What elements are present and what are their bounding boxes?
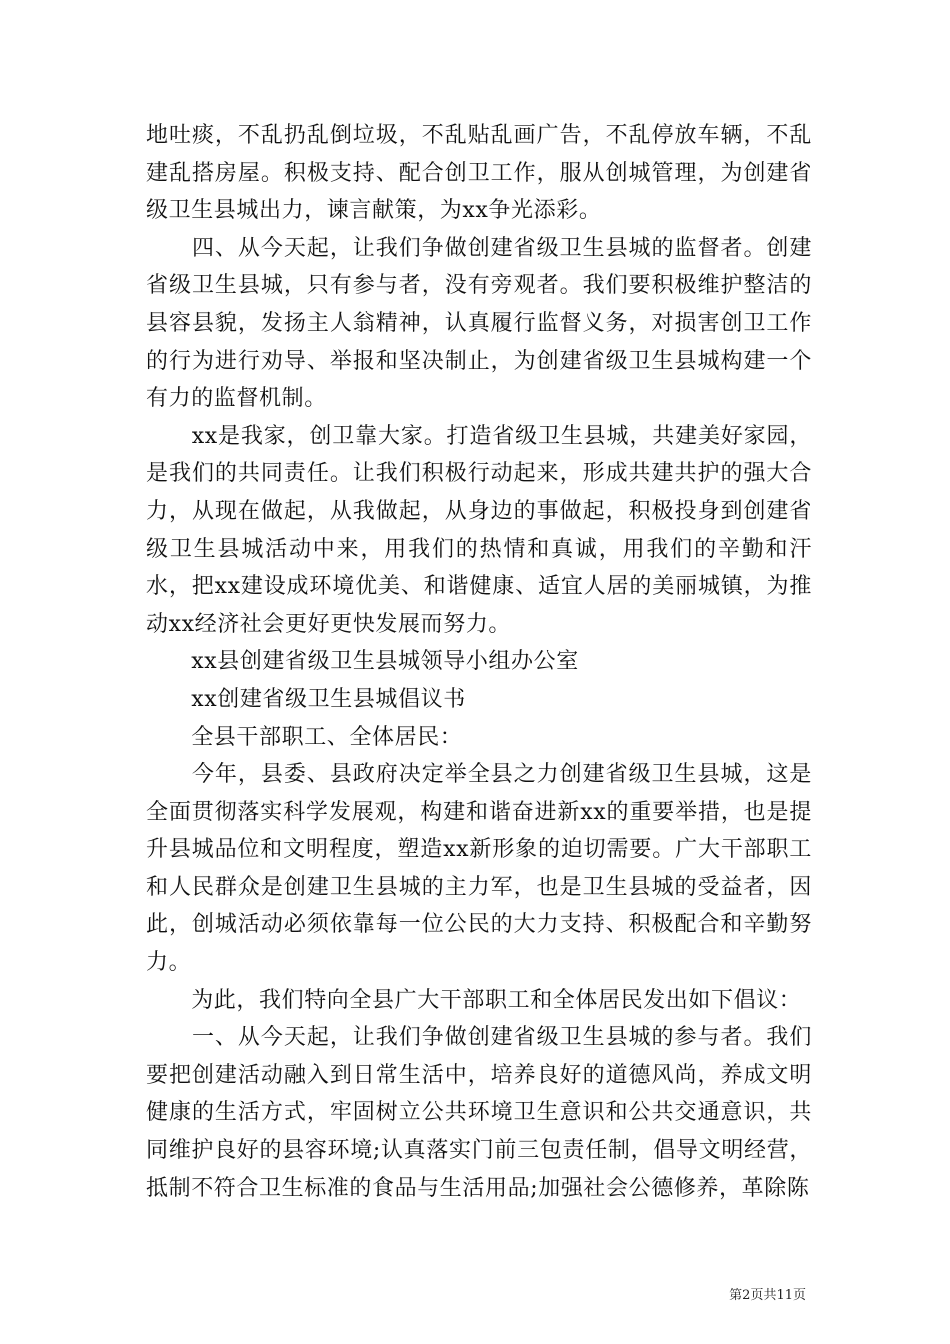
paragraph-proposal-lead: 为此，我们特向全县广大干部职工和全体居民发出如下倡议： (146, 987, 802, 1013)
salutation: 全县干部职工、全体居民： (146, 724, 463, 750)
page-number-footer: 第2页共11页 (729, 1288, 806, 1303)
paragraph-closing: xx是我家，创卫靠大家。打造省级卫生县城，共建美好家园，是我们的共同责任。让我们积极行动起来，形成共建共护的强大合力，从现在做起，从我做起，从身边的事做起，积极投身到创建省级卫生县城活动中来，用我们的热情和真诚，用我们的辛勤和汗水，把xx建设成环境优美、和谐健康、适宜人居的美丽城镇，为推动xx经济社会更好更快发展而努力。 (146, 423, 812, 637)
paragraph-continuation: 地吐痰，不乱扔乱倒垃圾，不乱贴乱画广告，不乱停放车辆，不乱建乱搭房屋。积极支持、配合创卫工作，服从创城管理，为创建省级卫生县城出力，谏言献策，为xx争光添彩。 (146, 123, 812, 224)
document-title: xx创建省级卫生县城倡议书 (146, 686, 466, 712)
paragraph-item-one: 一、从今天起，让我们争做创建省级卫生县城的参与者。我们要把创建活动融入到日常生活中，培养良好的道德风尚，养成文明健康的生活方式，牢固树立公共环境卫生意识和公共交通意识，共同维护良好的县容环境;认真落实门前三包责任制，倡导文明经营，抵制不符合卫生标准的食品与生活用品;加强社会公德修养，革除陈 (146, 1025, 812, 1201)
signature-office: xx县创建省级卫生县城领导小组办公室 (146, 649, 579, 675)
paragraph-intro: 今年，县委、县政府决定举全县之力创建省级卫生县城，这是全面贯彻落实科学发展观，构建和谐奋进新xx的重要举措，也是提升县城品位和文明程度，塑造xx新形象的迫切需要。广大干部职工和人民群众是创建卫生县城的主力军，也是卫生县城的受益者，因此，创城活动必须依靠每一位公民的大力支持、积极配合和辛勤努力。 (146, 762, 812, 976)
paragraph-item-four: 四、从今天起，让我们争做创建省级卫生县城的监督者。创建省级卫生县城，只有参与者，没有旁观者。我们要积极维护整洁的县容县貌，发扬主人翁精神，认真履行监督义务，对损害创卫工作的行为进行劝导、举报和坚决制止，为创建省级卫生县城构建一个有力的监督机制。 (146, 235, 812, 412)
document-body (146, 117, 812, 1207)
